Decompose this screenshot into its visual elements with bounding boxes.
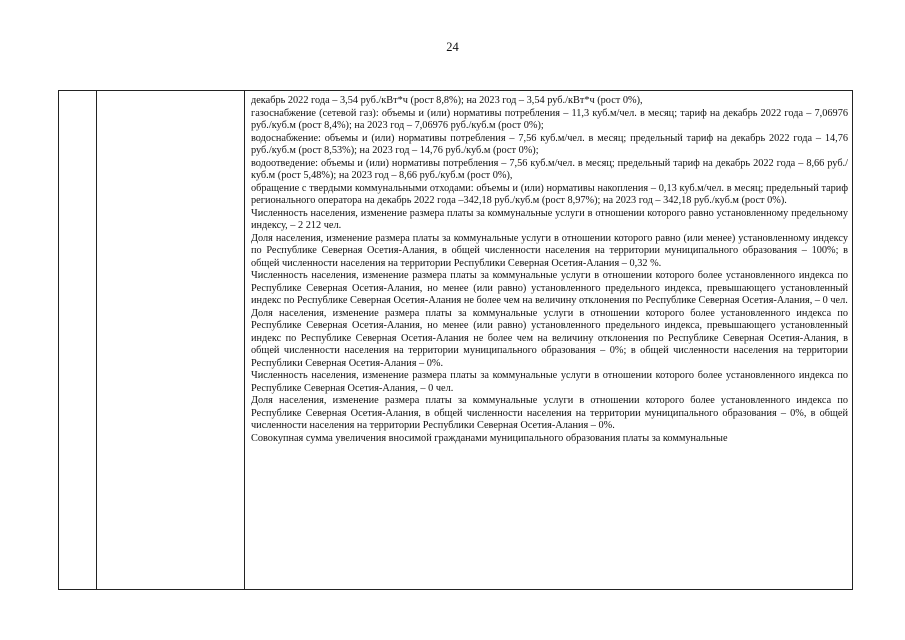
paragraph-share-exceeding-index: Доля населения, изменение размера платы за коммунальные услуги в отношении которого более установленного индекса по Республике Северная Осетия-Алания, в общей численности населения на территории муниципального образования – 0%, в общей численности населения на территории Республики Северная Осетия-Алания – 0%. [251,395,848,431]
table-column-name [97,91,245,589]
paragraph-population-equal-index: Численность населения, изменение размера платы за коммунальные услуги в отношении которого равно установленному предельному индексу, – 2 212 чел. [251,207,848,231]
paragraph-population-exceeding-index: Численность населения, изменение размера платы за коммунальные услуги в отношении которого более установленного индекса по Республике Северная Осетия-Алания, – 0 чел. [251,370,848,394]
page-number: 24 [446,40,459,54]
document-table [58,90,853,590]
table-column-number [59,91,97,589]
paragraph-total-increase: Совокупная сумма увеличения вносимой гражданами муниципального образования платы за коммунальные [251,432,728,444]
paragraph-share-above-index: Доля населения, изменение размера платы за коммунальные услуги в отношении которого более установленного индекса по Республике Северная Осетия-Алания, но менее (или равно) установленного предельного индекса, превышающего установленный индекс по Республике Северная Осетия-Алания не более чем на величину отклонения по Республике Северная Осетия-Алания, в общей численности населения на территории муниципального образования – 0%; в общей численности населения на территории Республики Северная Осетия-Алания – 0%. [251,307,848,369]
paragraph-water-supply: водоснабжение: объемы и (или) нормативы потребления – 7,56 куб.м/чел. в месяц; предельный тариф на декабрь 2022 года – 14,76 руб./куб.м (рост 8,53%); на 2023 год – 14,76 руб./куб.м (рост 0%); [251,132,848,156]
table-column-content [245,91,852,589]
paragraph-solid-waste: обращение с твердыми коммунальными отходами: объемы и (или) нормативы накопления – 0,13 куб.м/чел. в месяц; предельный тариф регионального оператора на декабрь 2022 года –342,18 руб./куб.м (рост 8,97%); на 2023 год – 342,18 руб./куб.м (рост 0%). [251,182,848,206]
paragraph-water-disposal: водоотведение: объемы и (или) нормативы потребления – 7,56 куб.м/чел. в месяц; предельный тариф на декабрь 2022 года – 8,66 руб./куб.м (рост 5,48%); на 2023 год – 8,66 руб./куб.м (рост 0%), [251,157,848,181]
paragraph-gas-supply: газоснабжение (сетевой газ): объемы и (или) нормативы потребления – 11,3 куб.м/чел. в месяц; тариф на декабрь 2022 года – 7,06976 руб./куб.м (рост 8,4%); на 2023 год – 7,06976 руб./куб.м (рост 0%); [251,107,848,131]
paragraph-share-equal-index: Доля населения, изменение размера платы за коммунальные услуги в отношении которого равно (или менее) установленному индексу по Республике Северная Осетия-Алания, в общей численности населения на территории муниципального образования – 100%; в общей численности населения на территории Республики Северная Осетия-Алания – 0,32 %. [251,232,848,269]
paragraph-population-above-index: Численность населения, изменение размера платы за коммунальные услуги в отношении которого более установленного индекса по Республике Северная Осетия-Алания, но менее (или равно) установленного предельного индекса, превышающего установленный индекс по Республике Северная Осетия-Алания не более чем на величину отклонения по Республике Северная Осетия-Алания, – 0 чел. [251,270,848,306]
paragraph-electricity-tariff: декабрь 2022 года – 3,54 руб./кВт*ч (рост 8,8%); на 2023 год – 3,54 руб./кВт*ч (рост 0%), [251,95,643,106]
